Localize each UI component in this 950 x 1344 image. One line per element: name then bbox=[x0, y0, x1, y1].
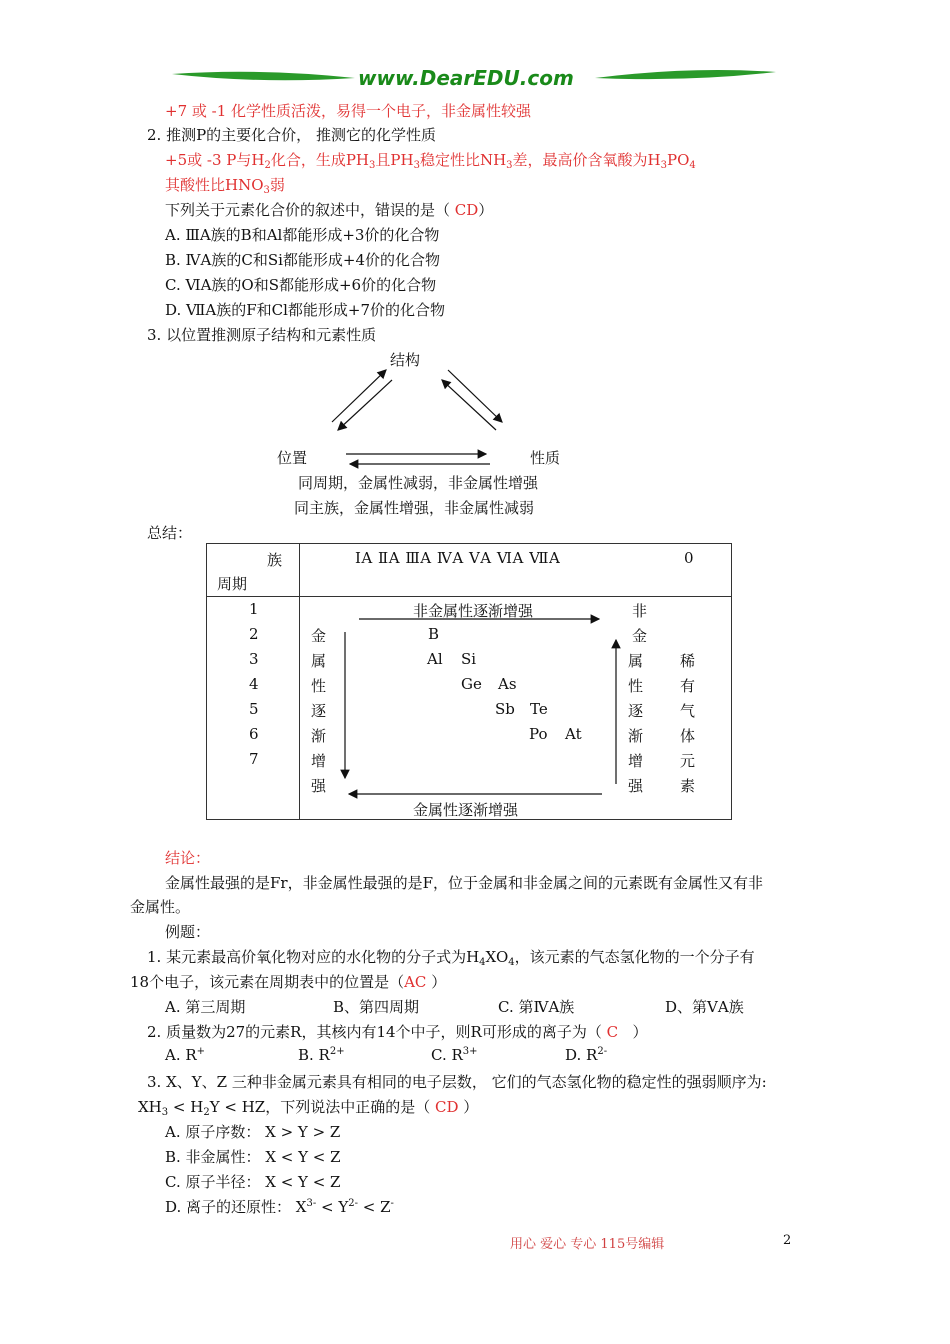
left-trend-char: 属 bbox=[311, 652, 327, 670]
line-question-2: 2. 推测P的主要化合价， 推测它的化学性质 bbox=[147, 126, 436, 144]
element-po: Po bbox=[529, 725, 548, 743]
line-acid-compare: 其酸性比$HNO_3$弱 bbox=[165, 176, 285, 196]
right-trend-char: 金 bbox=[632, 627, 648, 645]
option-a: A. ⅢA族的B和Al都能形成+3价的化合物 bbox=[165, 226, 440, 244]
right-trend-char: 增 bbox=[628, 752, 644, 770]
left-trend-char: 增 bbox=[311, 752, 327, 770]
left-trend-char: 渐 bbox=[311, 727, 327, 745]
triangle-position-label: 位置 bbox=[277, 449, 308, 467]
triangle-arrows bbox=[320, 360, 520, 470]
noble-gas-char: 体 bbox=[680, 727, 696, 745]
conclusion-label: 结论： bbox=[165, 849, 211, 867]
element-at: At bbox=[565, 725, 582, 743]
periodic-trend-table bbox=[206, 543, 732, 820]
table-corner-group: 族 bbox=[267, 551, 283, 569]
conclusion-text-1: 金属性最强的是Fr，非金属性最强的是F，位于金属和非金属之间的元素既有金属性又有非 bbox=[165, 874, 763, 892]
right-trend-char: 性 bbox=[628, 677, 644, 695]
example-1-question: 1. 某元素最高价氧化物对应的水化物的分子式为$H_4XO_4$，该元素的气态氢化物的一个分子有 bbox=[147, 948, 755, 968]
left-trend-char: 金 bbox=[311, 627, 327, 645]
element-al: Al bbox=[427, 650, 443, 668]
element-sb: Sb bbox=[495, 700, 515, 718]
example-2-option-d: D. $R^{2-}$ bbox=[565, 1046, 608, 1064]
example-1-option-d: D、第ⅤA族 bbox=[665, 998, 744, 1016]
example-2-option-a: A. R+ bbox=[165, 1046, 206, 1064]
noble-gas-char: 有 bbox=[680, 677, 696, 695]
example-1-option-b: B、第四周期 bbox=[333, 998, 420, 1016]
example-3-option-a: A. 原子序数： X > Y > Z bbox=[165, 1123, 341, 1141]
left-trend-char: 强 bbox=[311, 777, 327, 795]
triangle-note-period: 同周期，金属性减弱，非金属性增强 bbox=[298, 474, 539, 492]
option-c: C. ⅥA族的O和S都能形成+6价的化合物 bbox=[165, 276, 437, 294]
option-d: D. ⅦA族的F和Cl都能形成+7价的化合物 bbox=[165, 301, 446, 319]
line-p-answer: +5或 -3 P与$H_2$化合，生成$PH_3$且$PH_3$稳定性比$NH_3$差，最高价含氧酸为$H_3PO_4$ bbox=[165, 151, 696, 171]
right-trend-char: 渐 bbox=[628, 727, 644, 745]
right-trend-char: 强 bbox=[628, 777, 644, 795]
element-ge: Ge bbox=[461, 675, 482, 693]
right-trend-char: 逐 bbox=[628, 702, 644, 720]
example-3-question: 3. X、Y、Z 三种非金属元素具有相同的电子层数， 它们的气态氢化物的稳定性的强弱顺序为: bbox=[147, 1073, 767, 1091]
example-1-option-c: C. 第ⅣA族 bbox=[498, 998, 575, 1016]
right-trend-char: 非 bbox=[632, 602, 648, 620]
triangle-structure-label: 结构 bbox=[390, 351, 421, 369]
table-corner-period: 周期 bbox=[217, 575, 248, 593]
example-3-option-b: B. 非金属性： X < Y < Z bbox=[165, 1148, 341, 1166]
period-number: 2 bbox=[249, 625, 259, 643]
left-trend-char: 逐 bbox=[311, 702, 327, 720]
period-number: 7 bbox=[249, 750, 259, 768]
line-p-valence-1: +7 或 -1 化学性质活泼，易得一个电子，非金属性较强 bbox=[165, 102, 532, 120]
question-valence: 下列关于元素化合价的叙述中，错误的是（ CD） bbox=[165, 201, 494, 219]
example-2-option-b: B. $R^{2+}$ bbox=[298, 1046, 345, 1064]
noble-gas-char: 元 bbox=[680, 752, 696, 770]
period-number: 1 bbox=[249, 600, 259, 618]
example-1-question-cont: 18个电子，该元素在周期表中的位置是（AC ） bbox=[130, 973, 447, 991]
left-trend-char: 性 bbox=[311, 677, 327, 695]
header-site-name[interactable]: www.DearEDU.com bbox=[358, 66, 574, 90]
example-2-question: 2. 质量数为27的元素R，其核内有14个中子，则R可形成的离子为（ C ） bbox=[147, 1023, 648, 1041]
element-si: Si bbox=[461, 650, 477, 668]
table-group-zero: 0 bbox=[684, 549, 694, 567]
example-3-option-d: D. 离子的还原性： $X^{3-} < Y^{2-} < Z^-$ bbox=[165, 1198, 394, 1216]
example-3-question-cont: $XH_3 < H_2Y$ < HZ，下列说法中正确的是（ CD ） bbox=[138, 1098, 479, 1118]
conclusion-text-2: 金属性。 bbox=[130, 898, 191, 916]
table-group-headers: ⅠA ⅡA ⅢA ⅣA ⅤA ⅥA ⅦA bbox=[355, 549, 561, 567]
footer-text: 用心 爱心 专心 115号编辑 bbox=[510, 1237, 665, 1252]
option-b: B. ⅣA族的C和Si都能形成+4价的化合物 bbox=[165, 251, 441, 269]
example-2-option-c: C. $R^{3+}$ bbox=[431, 1046, 478, 1064]
period-number: 4 bbox=[249, 675, 259, 693]
period-number: 6 bbox=[249, 725, 259, 743]
example-1-option-a: A. 第三周期 bbox=[165, 998, 246, 1016]
table-trend-arrows bbox=[207, 544, 733, 821]
triangle-note-group: 同主族，金属性增强，非金属性减弱 bbox=[294, 499, 535, 517]
summary-label: 总结： bbox=[147, 524, 193, 542]
period-number: 3 bbox=[249, 650, 259, 668]
example-label: 例题： bbox=[165, 923, 211, 941]
nonmetal-trend-label: 非金属性逐渐增强 bbox=[413, 602, 534, 620]
element-b: B bbox=[428, 625, 440, 643]
triangle-property-label: 性质 bbox=[530, 449, 561, 467]
noble-gas-char: 素 bbox=[680, 777, 696, 795]
noble-gas-char: 气 bbox=[680, 702, 696, 720]
noble-gas-char: 稀 bbox=[680, 652, 696, 670]
metal-trend-label: 金属性逐渐增强 bbox=[413, 801, 519, 819]
period-number: 5 bbox=[249, 700, 259, 718]
page-number: 2 bbox=[783, 1233, 792, 1248]
right-trend-char: 属 bbox=[628, 652, 644, 670]
element-te: Te bbox=[530, 700, 548, 718]
line-question-3: 3. 以位置推测原子结构和元素性质 bbox=[147, 326, 377, 344]
element-as: As bbox=[498, 675, 517, 693]
example-3-option-c: C. 原子半径： X < Y < Z bbox=[165, 1173, 341, 1191]
